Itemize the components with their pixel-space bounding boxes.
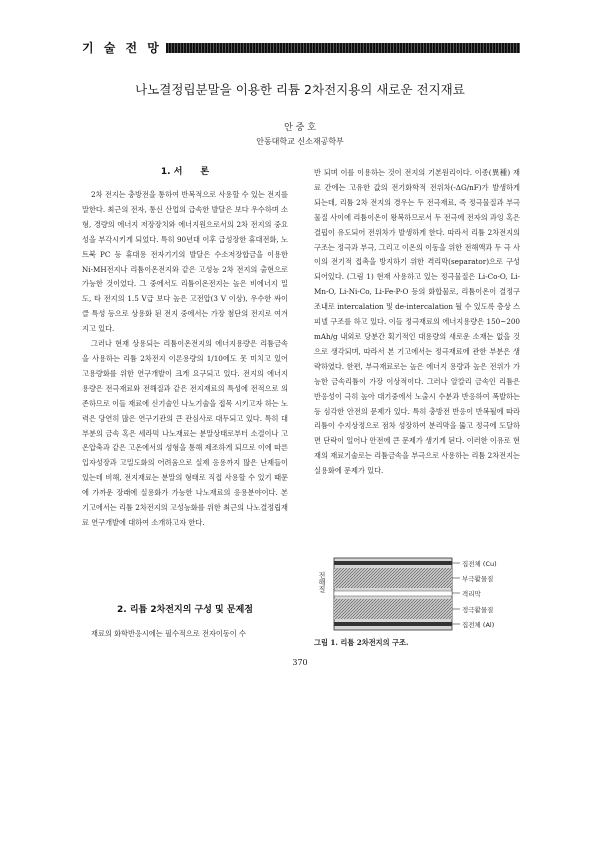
intro-paragraph-2: 그러나 현재 상용되는 리튬이온전지의 에너지용량은 리튬금속을 사용하는 리튬 2차전지 이론용량의 1/10에도 못 미치고 있어 고용량화를 위한 연구개발이 크게 요구되고 있다. 전지의 에너지 용량은 전극재료와 전해질과 같은 전지재료의 특성에 전적으로 의존하므로 이들 재료에 신기술인 나노기술을 접목 시키고자 하는 노력은 당연히 많은 연구기관의 큰 관심사로 대두되고 있다. 특히 대부분의 금속 혹은 세라믹 나노재료는 분말상태로부터 소결이나 고온압축과 같은 고온에서의 성형을 통해 제조하게 되므로 이에 따른 입자성장과 고밀도화의 어려움으로 실제 응용까지 많은 난제들이 있는데 비해, 전지재료는 분말의 형태로 직접 사용할 수 있기 때문에 가까운 장래에 실용화가 가능한 나노재료의 응용분야이다. 본 기고에서는 리튬 2차전지의 고성능화를 위한 최근의 나노결정립재료 연구개발에 대하여 소개하고자 한다. — [82, 339, 288, 527]
electrolyte-side-label: 전해질 — [318, 571, 326, 593]
author-affiliation: 안동대학교 신소재공학부 — [256, 137, 344, 146]
article-title: 나노결정립분말을 이용한 리튬 2차전지용의 새로운 전지재료 — [135, 82, 465, 97]
header-rule — [166, 43, 520, 53]
label-anode-material: 부극활물질 — [462, 575, 494, 583]
intro-paragraph-1: 2차 전지는 충방전을 통하여 반복적으로 사용할 수 있는 전지를 말한다. 최근의 전자, 통신 산업의 급속한 발달은 보다 우수하며 소형, 경량의 에너지 저장장치와 에너지원으로서의 2차 전지의 중요성을 부각시키게 되었다. 특히 90년대 이후 급성장한 휴대전화, 노트북 PC 등 휴대용 전자기기의 발달은 수소저장합금을 이용한 Ni-MH전지나 리튬이온전지와 같은 고성능 2차 전지의 출현으로 가능한 것이었다. 그 중에서도 리튬이온전지는 높은 비에너지 밀도, 타 전지의 1.5 V급 보다 높은 고전압(3 V 이상), 우수한 싸이클 특성 등으로 상용화 된 전지 중에서는 가장 첨단의 전지로 여겨지고 있다. — [82, 190, 288, 334]
figure-caption: 그림 1. 리튬 2차전지의 구조. — [314, 638, 409, 647]
battery-structure-figure — [314, 556, 524, 632]
section-tag: 기 술 전 망 — [82, 41, 162, 55]
section-header — [82, 40, 520, 56]
label-collector-cu: 집전체 (Cu) — [462, 560, 497, 568]
separator-layer — [334, 591, 452, 596]
structure-paragraph-start: 재료의 화학반응시에는 필수적으로 전자이동이 수 — [91, 629, 246, 638]
heading-structure: 2. 리튬 2차전지의 구성 및 문제점 — [117, 605, 253, 615]
left-column-continuation — [82, 627, 288, 643]
label-cathode-material: 정극활물질 — [462, 606, 494, 614]
heading-introduction: 1. 서 론 — [160, 167, 210, 177]
page-number: 370 — [292, 658, 308, 667]
left-column-body — [82, 188, 288, 596]
author-name: 안 중 호 — [284, 123, 316, 133]
cathode-active-material-layer — [334, 599, 452, 619]
current-collector-cu-layer — [334, 561, 452, 565]
structure-paragraph-continued: 반 되며 이를 이용하는 것이 전지의 기본원리이다. 이종(異種) 재료 간에는 고유한 값의 전기화학적 전위차(-ΔG/nF)가 발생하게 되는데, 리튬 2차 전지의 경우는 두 전극재료, 즉 정극물질과 부극물질 사이에 리튬이온이 왕복하므로서 두 전극에 전자의 과잉 혹은 결핍이 유도되어 전위차가 발생하게 한다. 따라서 리튬 2차전지의 구조는 정극과 부극, 그리고 이온의 이동을 위한 전해액과 두 극 사이의 전기적 접촉을 방지하기 위한 격리막(separator)으로 구성되어있다. (그림 1) 현재 사용하고 있는 정극물질은 Li-Co-O, Li-Mn-O, Li-Ni-Co, Li-Fe-P-O 등의 화합물로, 리튬이온이 결정구조내로 intercalation 및 de-intercalation 될 수 있도록 층상 스피넬 구조를 하고 있다. 이들 정극재료의 에너지용량은 150~200 mAh/g 내외로 당분간 획기적인 대용량의 새로운 소재는 없을 것으로 생각되며, 따라서 본 기고에서는 정극재료에 관한 부분은 생략하였다. 한편, 부극재료로는 높은 에너지 용량과 높은 전위가 가능한 금속리튬이 가장 이상적이다. 그러나 알칼리 금속인 리튬은 반응성이 극히 높아 대기중에서 노출시 수분과 반응하여 폭발하는 등 심각한 안전의 문제가 있다. 특히 충방전 반응이 반복될에 따라 리튬이 수지상정으로 점차 성장하여 분리막을 뚫고 정극에 도달하면 단락이 일어나 안전에 큰 문제가 생기게 된다. 이러한 이유로 현재의 재료기술로는 리튬금속을 부극으로 사용하는 리튬 2차전지는 실용화에 문제가 있다. — [314, 168, 520, 476]
label-separator: 격리막 — [462, 590, 481, 598]
right-column-body — [314, 166, 520, 538]
current-collector-al-layer — [334, 622, 452, 626]
anode-active-material-layer — [334, 568, 452, 588]
label-collector-al: 집전체 (Al) — [462, 621, 495, 629]
